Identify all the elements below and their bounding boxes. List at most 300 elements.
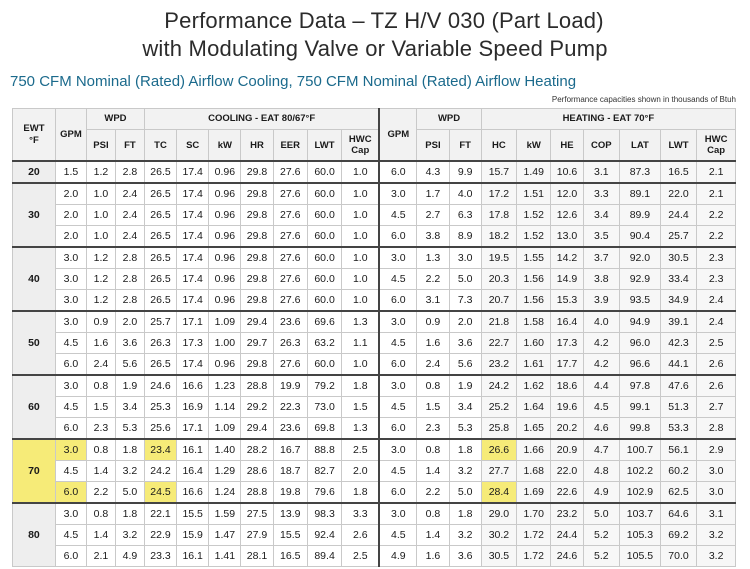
table-cell: 20.3 [481, 269, 516, 290]
table-row [13, 269, 736, 290]
table-cell: 1.8 [342, 375, 380, 397]
table-cell: 10.6 [551, 161, 583, 183]
table-cell: 27.6 [273, 205, 307, 226]
table-cell: 3.0 [379, 311, 417, 333]
table-cell: 16.1 [177, 546, 209, 567]
table-cell: 3.4 [115, 397, 144, 418]
table-cell: 1.59 [209, 503, 241, 525]
table-cell: 2.0 [55, 226, 86, 248]
table-cell: 5.6 [115, 354, 144, 376]
table-cell: 2.4 [417, 354, 449, 376]
table-cell: 89.9 [620, 205, 661, 226]
table-cell: 20.9 [551, 439, 583, 461]
table-cell: 17.3 [177, 333, 209, 354]
table-cell: 1.70 [517, 503, 551, 525]
table-cell: 5.3 [115, 418, 144, 440]
table-cell: 24.5 [144, 482, 176, 504]
table-cell: 2.7 [417, 205, 449, 226]
table-cell: 29.8 [241, 247, 273, 269]
table-row [13, 226, 736, 248]
col-header-heating-wpd-ft: FT [449, 130, 481, 162]
table-cell: 17.4 [177, 290, 209, 312]
table-cell: 27.6 [273, 354, 307, 376]
table-cell: 2.0 [342, 461, 380, 482]
table-cell: 5.3 [449, 418, 481, 440]
table-cell: 17.4 [177, 205, 209, 226]
table-cell: 88.8 [307, 439, 341, 461]
table-cell: 29.4 [241, 311, 273, 333]
table-cell: 5.2 [583, 525, 619, 546]
ewt-cell: 80 [13, 503, 56, 567]
table-cell: 1.68 [517, 461, 551, 482]
table-cell: 3.4 [449, 397, 481, 418]
table-cell: 1.5 [342, 397, 380, 418]
table-cell: 0.96 [209, 247, 241, 269]
table-cell: 17.4 [177, 354, 209, 376]
table-cell: 18.7 [273, 461, 307, 482]
table-cell: 2.4 [115, 226, 144, 248]
col-header-cooling-hr: HR [241, 130, 273, 162]
table-cell: 3.3 [342, 503, 380, 525]
table-cell: 1.6 [86, 333, 115, 354]
table-cell: 1.9 [449, 375, 481, 397]
table-cell: 1.4 [86, 461, 115, 482]
table-cell: 22.6 [551, 482, 583, 504]
table-row [13, 375, 736, 397]
col-header-heating-cop: COP [583, 130, 619, 162]
cooling-header: COOLING - EAT 80/67°F [144, 109, 379, 130]
table-cell: 18.2 [481, 226, 516, 248]
wpd-header: WPD [86, 109, 144, 130]
table-cell: 105.5 [620, 546, 661, 567]
table-cell: 99.8 [620, 418, 661, 440]
table-cell: 5.0 [583, 503, 619, 525]
col-header-heating-lwt: LWT [660, 130, 696, 162]
table-cell: 4.9 [379, 546, 417, 567]
table-cell: 1.24 [209, 482, 241, 504]
table-cell: 6.0 [55, 418, 86, 440]
airflow-subtitle: 750 CFM Nominal (Rated) Airflow Cooling, 750 CFM Nominal (Rated) Airflow Heating [10, 73, 577, 90]
table-cell: 102.2 [620, 461, 661, 482]
table-cell: 102.9 [620, 482, 661, 504]
page-title: Performance Data – TZ H/V 030 (Part Load) [164, 8, 604, 33]
table-cell: 44.1 [660, 354, 696, 376]
table-cell: 4.5 [379, 205, 417, 226]
table-cell: 12.6 [551, 205, 583, 226]
table-cell: 16.5 [273, 546, 307, 567]
table-cell: 23.2 [481, 354, 516, 376]
table-cell: 16.7 [273, 439, 307, 461]
table-cell: 2.2 [417, 482, 449, 504]
table-cell: 1.2 [86, 269, 115, 290]
table-cell: 1.0 [342, 226, 380, 248]
table-cell: 6.0 [55, 546, 86, 567]
ewt-cell: 60 [13, 375, 56, 439]
table-cell: 3.3 [583, 183, 619, 205]
table-cell: 3.0 [55, 439, 86, 461]
table-cell: 3.0 [379, 375, 417, 397]
table-cell: 2.1 [86, 546, 115, 567]
table-cell: 4.5 [583, 397, 619, 418]
table-cell: 2.8 [697, 418, 736, 440]
table-cell: 60.2 [660, 461, 696, 482]
table-cell: 1.60 [517, 333, 551, 354]
table-cell: 29.2 [241, 397, 273, 418]
table-cell: 1.7 [417, 183, 449, 205]
table-cell: 2.4 [697, 311, 736, 333]
table-cell: 16.1 [177, 439, 209, 461]
ewt-cell: 50 [13, 311, 56, 375]
table-cell: 1.62 [517, 375, 551, 397]
col-header-cooling-tc: TC [144, 130, 176, 162]
table-cell: 2.5 [342, 439, 380, 461]
table-cell: 60.0 [307, 247, 341, 269]
table-cell: 1.0 [86, 183, 115, 205]
table-cell: 22.9 [144, 525, 176, 546]
table-cell: 103.7 [620, 503, 661, 525]
table-cell: 29.0 [481, 503, 516, 525]
table-cell: 2.3 [697, 269, 736, 290]
table-cell: 60.0 [307, 226, 341, 248]
table-cell: 15.5 [273, 525, 307, 546]
table-cell: 60.0 [307, 290, 341, 312]
table-cell: 6.0 [55, 482, 86, 504]
table-cell: 1.3 [342, 311, 380, 333]
table-cell: 23.6 [273, 311, 307, 333]
table-cell: 1.55 [517, 247, 551, 269]
table-cell: 92.9 [620, 269, 661, 290]
table-cell: 23.6 [273, 418, 307, 440]
table-cell: 26.5 [144, 290, 176, 312]
table-cell: 17.4 [177, 183, 209, 205]
table-cell: 16.9 [177, 397, 209, 418]
table-cell: 29.8 [241, 205, 273, 226]
table-cell: 27.6 [273, 247, 307, 269]
table-cell: 4.9 [115, 546, 144, 567]
table-cell: 15.7 [481, 161, 516, 183]
table-cell: 89.1 [620, 183, 661, 205]
table-cell: 3.0 [379, 439, 417, 461]
table-cell: 1.47 [209, 525, 241, 546]
table-cell: 2.0 [449, 311, 481, 333]
table-cell: 17.1 [177, 311, 209, 333]
table-cell: 3.0 [55, 503, 86, 525]
table-cell: 27.6 [273, 290, 307, 312]
table-cell: 16.5 [660, 161, 696, 183]
table-cell: 1.23 [209, 375, 241, 397]
table-cell: 21.8 [481, 311, 516, 333]
table-cell: 4.5 [379, 397, 417, 418]
table-cell: 25.6 [144, 418, 176, 440]
table-cell: 1.49 [517, 161, 551, 183]
table-cell: 2.8 [115, 161, 144, 183]
table-cell: 1.8 [115, 503, 144, 525]
table-cell: 27.6 [273, 226, 307, 248]
table-cell: 17.1 [177, 418, 209, 440]
table-cell: 3.2 [697, 546, 736, 567]
table-cell: 1.6 [417, 333, 449, 354]
table-cell: 25.3 [144, 397, 176, 418]
table-cell: 30.2 [481, 525, 516, 546]
heating-header: HEATING - EAT 70°F [481, 109, 735, 130]
table-cell: 1.0 [342, 161, 380, 183]
table-cell: 3.0 [449, 247, 481, 269]
table-row [13, 418, 736, 440]
table-cell: 28.6 [241, 461, 273, 482]
ewt-header: EWT °F [13, 109, 56, 162]
table-cell: 29.8 [241, 290, 273, 312]
table-cell: 70.0 [660, 546, 696, 567]
table-cell: 16.6 [177, 482, 209, 504]
col-header-psi: PSI [86, 130, 115, 162]
table-cell: 14.2 [551, 247, 583, 269]
table-cell: 6.3 [449, 205, 481, 226]
table-cell: 2.1 [697, 183, 736, 205]
table-cell: 2.3 [697, 247, 736, 269]
table-cell: 6.0 [379, 290, 417, 312]
table-cell: 0.8 [86, 439, 115, 461]
table-cell: 1.29 [209, 461, 241, 482]
table-cell: 2.5 [697, 333, 736, 354]
table-cell: 5.0 [115, 482, 144, 504]
table-cell: 1.9 [115, 375, 144, 397]
table-cell: 27.9 [241, 525, 273, 546]
table-cell: 26.5 [144, 269, 176, 290]
table-cell: 17.2 [481, 183, 516, 205]
table-cell: 100.7 [620, 439, 661, 461]
table-cell: 5.0 [449, 269, 481, 290]
table-cell: 1.64 [517, 397, 551, 418]
table-cell: 2.6 [697, 375, 736, 397]
table-cell: 27.7 [481, 461, 516, 482]
table-cell: 0.96 [209, 226, 241, 248]
table-cell: 1.52 [517, 226, 551, 248]
table-cell: 90.4 [620, 226, 661, 248]
table-cell: 1.5 [86, 397, 115, 418]
table-cell: 0.9 [86, 311, 115, 333]
table-cell: 28.4 [481, 482, 516, 504]
table-cell: 5.6 [449, 354, 481, 376]
table-cell: 1.2 [86, 161, 115, 183]
col-header-cooling-kw: kW [209, 130, 241, 162]
table-cell: 19.9 [273, 375, 307, 397]
capacity-note: Performance capacities shown in thousands of Btuh [551, 95, 736, 104]
table-cell: 1.0 [342, 290, 380, 312]
table-cell: 27.6 [273, 183, 307, 205]
table-cell: 4.0 [449, 183, 481, 205]
table-cell: 1.09 [209, 418, 241, 440]
table-cell: 1.4 [86, 525, 115, 546]
table-cell: 1.1 [342, 333, 380, 354]
table-cell: 9.9 [449, 161, 481, 183]
table-cell: 2.8 [115, 269, 144, 290]
col-header-heating-hc: HC [481, 130, 516, 162]
table-cell: 0.96 [209, 354, 241, 376]
table-row [13, 482, 736, 504]
table-cell: 15.3 [551, 290, 583, 312]
table-cell: 26.5 [144, 247, 176, 269]
table-cell: 3.0 [55, 311, 86, 333]
table-cell: 26.5 [144, 226, 176, 248]
table-cell: 15.9 [177, 525, 209, 546]
table-cell: 2.6 [697, 354, 736, 376]
table-cell: 4.3 [417, 161, 449, 183]
table-cell: 24.4 [660, 205, 696, 226]
table-cell: 24.2 [481, 375, 516, 397]
table-cell: 2.2 [697, 205, 736, 226]
table-cell: 29.8 [241, 269, 273, 290]
table-cell: 2.9 [697, 439, 736, 461]
table-cell: 64.6 [660, 503, 696, 525]
table-cell: 4.5 [379, 525, 417, 546]
table-cell: 2.4 [86, 354, 115, 376]
table-cell: 60.0 [307, 354, 341, 376]
table-cell: 1.56 [517, 290, 551, 312]
col-header-heating-wpd-psi: PSI [417, 130, 449, 162]
table-cell: 2.6 [342, 525, 380, 546]
table-cell: 0.96 [209, 205, 241, 226]
col-header-cooling-sc: SC [177, 130, 209, 162]
table-cell: 6.0 [379, 482, 417, 504]
table-cell: 3.8 [583, 269, 619, 290]
table-cell: 1.4 [417, 525, 449, 546]
table-cell: 23.2 [551, 503, 583, 525]
table-cell: 25.7 [660, 226, 696, 248]
table-row [13, 503, 736, 525]
table-cell: 24.4 [551, 525, 583, 546]
table-cell: 3.7 [583, 247, 619, 269]
table-cell: 1.41 [209, 546, 241, 567]
table-cell: 62.5 [660, 482, 696, 504]
table-cell: 2.2 [86, 482, 115, 504]
table-cell: 28.1 [241, 546, 273, 567]
table-cell: 1.65 [517, 418, 551, 440]
table-cell: 15.5 [177, 503, 209, 525]
table-cell: 79.2 [307, 375, 341, 397]
table-row [13, 525, 736, 546]
table-cell: 2.5 [342, 546, 380, 567]
table-cell: 34.9 [660, 290, 696, 312]
table-cell: 25.8 [481, 418, 516, 440]
table-cell: 47.6 [660, 375, 696, 397]
table-cell: 29.8 [241, 161, 273, 183]
table-cell: 19.8 [273, 482, 307, 504]
table-cell: 3.0 [55, 375, 86, 397]
table-cell: 3.0 [55, 247, 86, 269]
table-cell: 26.5 [144, 183, 176, 205]
table-cell: 69.6 [307, 311, 341, 333]
table-cell: 4.7 [583, 439, 619, 461]
table-cell: 29.7 [241, 333, 273, 354]
table-cell: 97.8 [620, 375, 661, 397]
table-cell: 1.2 [86, 290, 115, 312]
table-cell: 63.2 [307, 333, 341, 354]
wpd-header-heating: WPD [417, 109, 481, 130]
table-cell: 1.72 [517, 546, 551, 567]
table-cell: 29.8 [241, 354, 273, 376]
table-cell: 1.0 [342, 269, 380, 290]
table-row [13, 333, 736, 354]
table-cell: 2.0 [55, 183, 86, 205]
col-header-heating-kw: kW [517, 130, 551, 162]
table-cell: 3.6 [449, 333, 481, 354]
table-cell: 4.5 [55, 461, 86, 482]
table-cell: 12.0 [551, 183, 583, 205]
table-cell: 7.3 [449, 290, 481, 312]
table-cell: 27.6 [273, 161, 307, 183]
table-cell: 93.5 [620, 290, 661, 312]
table-cell: 4.5 [55, 397, 86, 418]
table-cell: 5.0 [449, 482, 481, 504]
table-cell: 29.4 [241, 418, 273, 440]
table-cell: 25.7 [144, 311, 176, 333]
table-cell: 23.3 [144, 546, 176, 567]
table-cell: 29.8 [241, 226, 273, 248]
table-cell: 3.6 [449, 546, 481, 567]
table-cell: 0.8 [86, 375, 115, 397]
table-cell: 28.8 [241, 482, 273, 504]
table-cell: 39.1 [660, 311, 696, 333]
table-cell: 53.3 [660, 418, 696, 440]
table-cell: 69.2 [660, 525, 696, 546]
table-cell: 79.6 [307, 482, 341, 504]
table-cell: 1.56 [517, 269, 551, 290]
table-cell: 42.3 [660, 333, 696, 354]
table-cell: 3.1 [697, 503, 736, 525]
table-row [13, 311, 736, 333]
table-cell: 3.8 [417, 226, 449, 248]
table-row [13, 546, 736, 567]
table-cell: 3.9 [583, 290, 619, 312]
col-header-cooling-hwc-cap: HWC Cap [342, 130, 380, 162]
table-cell: 60.0 [307, 161, 341, 183]
table-cell: 29.8 [241, 183, 273, 205]
table-cell: 6.0 [379, 418, 417, 440]
table-cell: 1.5 [55, 161, 86, 183]
table-cell: 6.0 [379, 226, 417, 248]
table-row [13, 205, 736, 226]
table-cell: 3.0 [55, 269, 86, 290]
table-cell: 56.1 [660, 439, 696, 461]
table-cell: 18.6 [551, 375, 583, 397]
table-cell: 22.0 [660, 183, 696, 205]
table-cell: 98.3 [307, 503, 341, 525]
ewt-cell: 40 [13, 247, 56, 311]
table-cell: 26.3 [144, 333, 176, 354]
table-cell: 19.6 [551, 397, 583, 418]
table-cell: 73.0 [307, 397, 341, 418]
table-cell: 1.14 [209, 397, 241, 418]
table-cell: 13.9 [273, 503, 307, 525]
table-row [13, 397, 736, 418]
table-cell: 0.96 [209, 183, 241, 205]
table-cell: 4.8 [583, 461, 619, 482]
table-cell: 4.0 [583, 311, 619, 333]
table-cell: 22.1 [144, 503, 176, 525]
table-cell: 4.4 [583, 375, 619, 397]
table-cell: 1.0 [86, 205, 115, 226]
table-cell: 4.5 [55, 333, 86, 354]
table-cell: 94.9 [620, 311, 661, 333]
table-cell: 3.4 [583, 205, 619, 226]
table-cell: 1.40 [209, 439, 241, 461]
table-cell: 17.4 [177, 161, 209, 183]
table-cell: 4.9 [583, 482, 619, 504]
table-cell: 1.2 [86, 247, 115, 269]
table-cell: 28.2 [241, 439, 273, 461]
table-header-row-1 [13, 109, 736, 130]
table-cell: 26.6 [481, 439, 516, 461]
